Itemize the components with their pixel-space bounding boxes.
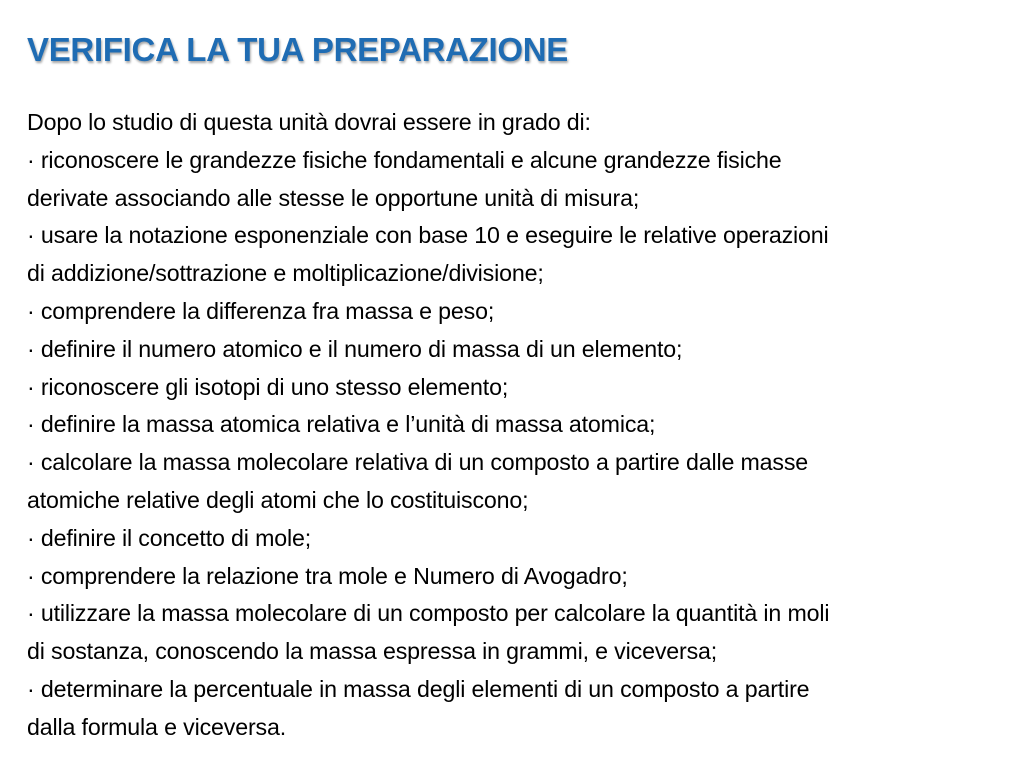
body-line: · riconoscere le grandezze fisiche fondamentali e alcune grandezze fisiche	[27, 146, 782, 173]
body-line: · usare la notazione esponenziale con base 10 e eseguire le relative operazioni	[27, 222, 829, 249]
body-line: · definire il concetto di mole;	[27, 524, 312, 551]
body-line: atomiche relative degli atomi che lo costituiscono;	[27, 486, 529, 513]
body-line: derivate associando alle stesse le opportune unità di misura;	[27, 184, 640, 211]
body-line: · comprendere la relazione tra mole e Numero di Avogadro;	[27, 562, 628, 589]
body-line: · definire il numero atomico e il numero di massa di un elemento;	[27, 335, 683, 362]
slide-title: VERIFICA LA TUA PREPARAZIONE	[27, 31, 568, 68]
body-line: · definire la massa atomica relativa e l’unità di massa atomica;	[27, 411, 656, 438]
body-line: · calcolare la massa molecolare relativa di un composto a partire dalle masse	[27, 449, 809, 476]
intro-text: Dopo lo studio di questa unità dovrai essere in grado di:	[27, 109, 591, 135]
body-line: · determinare la percentuale in massa degli elementi di un composto a partire	[27, 675, 810, 702]
body-line: · riconoscere gli isotopi di uno stesso elemento;	[27, 373, 509, 400]
body-line: · utilizzare la massa molecolare di un composto per calcolare la quantità in moli	[27, 600, 830, 627]
body-line: dalla formula e viceversa.	[27, 713, 287, 740]
body-line: di addizione/sottrazione e moltiplicazione/divisione;	[27, 260, 544, 287]
body-line: · comprendere la differenza fra massa e peso;	[27, 297, 495, 324]
body-line: di sostanza, conoscendo la massa espressa in grammi, e viceversa;	[27, 638, 718, 665]
slide-body	[27, 104, 1024, 747]
